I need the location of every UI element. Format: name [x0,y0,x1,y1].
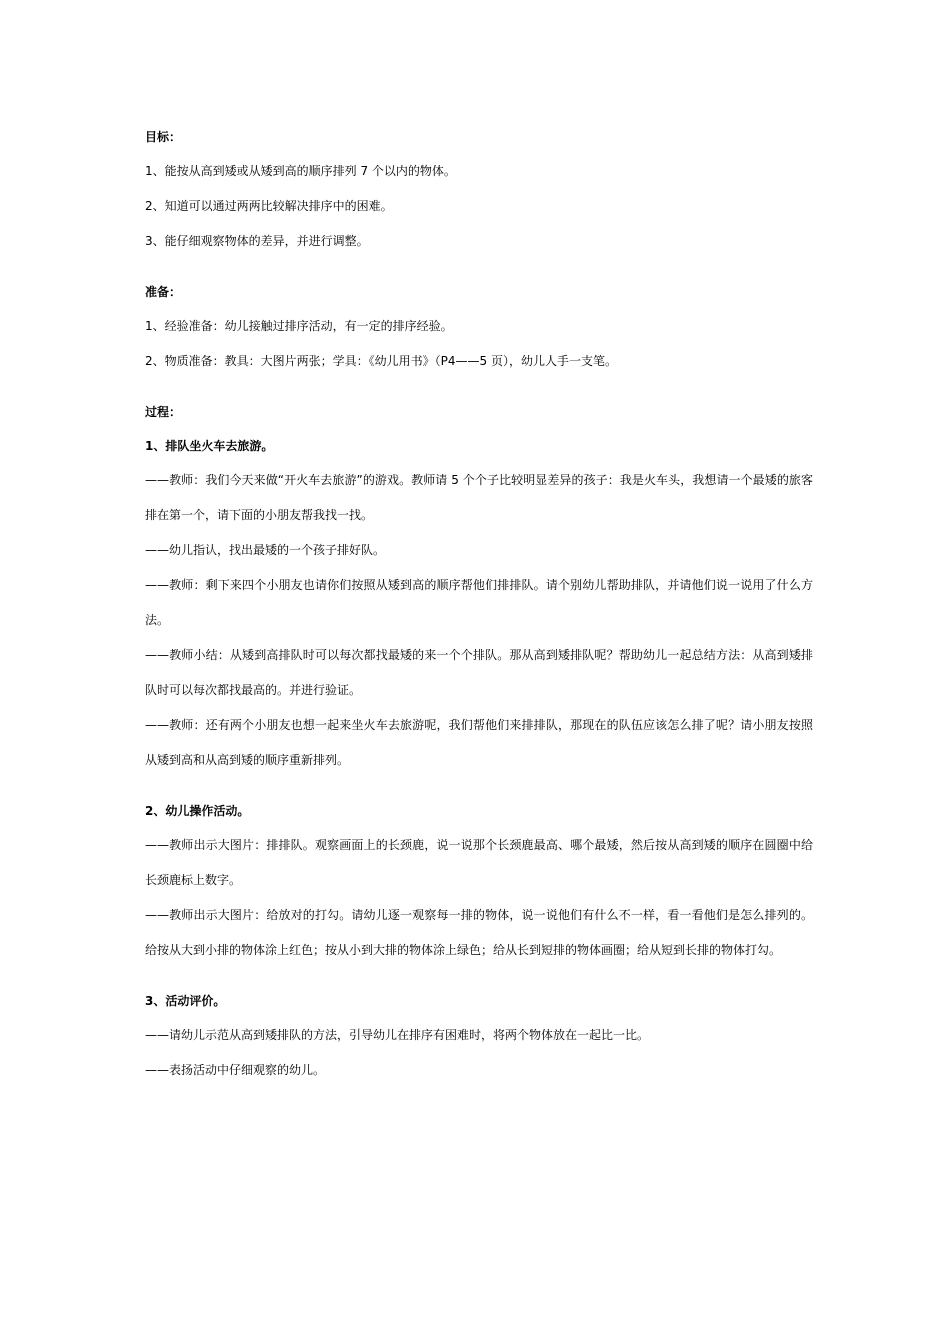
step-1-paragraph: ——幼儿指认，找出最矮的一个孩子排好队。 [145,543,386,557]
preparation-section [145,275,813,379]
goals-section [145,120,813,259]
process-step-3 [145,984,813,1088]
preparation-heading: 准备： [145,285,182,299]
step-3-paragraph: ——表扬活动中仔细观察的幼儿。 [145,1063,326,1077]
goals-heading: 目标： [145,130,182,144]
preparation-item: 1、经验准备：幼儿接触过排序活动，有一定的排序经验。 [145,319,453,333]
step-1-paragraph: ——教师：剩下来四个小朋友也请你们按照从矮到高的顺序帮他们排排队。请个别幼儿帮助排队，并请他们说一说用了什么方法。 [145,578,813,627]
step-1-heading: 1、排队坐火车去旅游。 [145,439,274,453]
step-1-paragraph: ——教师：还有两个小朋友也想一起来坐火车去旅游呢，我们帮他们来排排队，那现在的队伍应该怎么排了呢？请小朋友按照从矮到高和从高到矮的顺序重新排列。 [145,718,813,767]
goal-item: 2、知道可以通过两两比较解决排序中的困难。 [145,199,393,213]
step-2-heading: 2、幼儿操作活动。 [145,804,250,818]
process-heading: 过程： [145,405,182,419]
process-section [145,395,813,1088]
step-3-heading: 3、活动评价。 [145,994,226,1008]
step-3-paragraph: ——请幼儿示范从高到矮排队的方法，引导幼儿在排序有困难时，将两个物体放在一起比一比。 [145,1028,650,1042]
step-2-paragraph: ——教师出示大图片：给放对的打勾。请幼儿逐一观察每一排的物体，说一说他们有什么不一样，看一看他们是怎么排列的。给按从大到小排的物体涂上红色；按从小到大排的物体涂上绿色；给从长到短排的物体画圈；给从短到长排的物体打勾。 [145,908,813,957]
step-2-paragraph: ——教师出示大图片：排排队。观察画面上的长颈鹿，说一说那个长颈鹿最高、哪个最矮，然后按从高到矮的顺序在圆圈中给长颈鹿标上数字。 [145,838,813,887]
step-1-paragraph: ——教师小结：从矮到高排队时可以每次都找最矮的来一个个排队。那从高到矮排队呢？帮助幼儿一起总结方法：从高到矮排队时可以每次都找最高的。并进行验证。 [145,648,813,697]
goal-item: 1、能按从高到矮或从矮到高的顺序排列 7 个以内的物体。 [145,164,456,178]
step-1-paragraph: ——教师：我们今天来做“开火车去旅游”的游戏。教师请 5 个个子比较明显差异的孩子：我是火车头，我想请一个最矮的旅客排在第一个，请下面的小朋友帮我找一找。 [145,473,813,522]
process-step-1 [145,429,813,778]
document-content [145,120,813,1104]
process-step-2 [145,794,813,968]
preparation-item: 2、物质准备：教具：大图片两张；学具：《幼儿用书》（P4——5 页），幼儿人手一支笔。 [145,354,617,368]
goal-item: 3、能仔细观察物体的差异，并进行调整。 [145,234,369,248]
